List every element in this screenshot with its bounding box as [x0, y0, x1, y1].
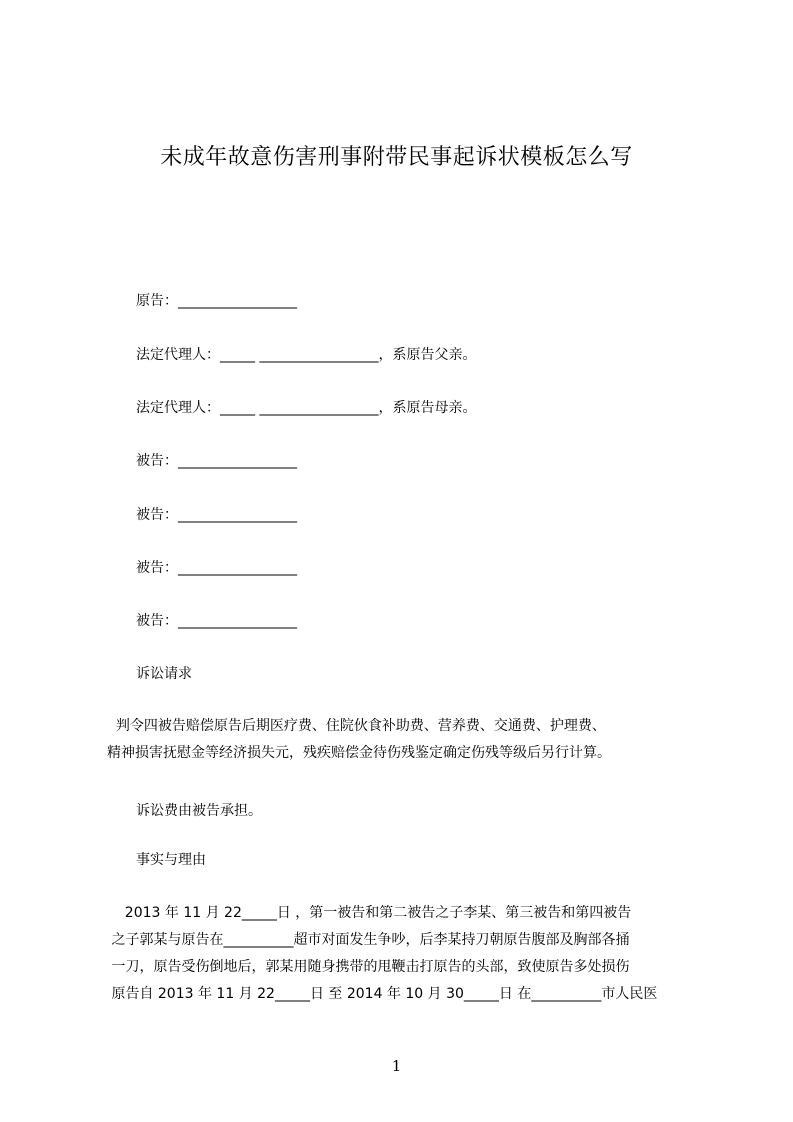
document-title: 未成年故意伤害刑事附带民事起诉状模板怎么写 [160, 145, 633, 170]
costs-line: 诉讼费由被告承担。 [136, 803, 262, 819]
claims-heading: 诉讼请求 [136, 666, 192, 682]
facts-heading: 事实与理由 [136, 852, 206, 868]
claims-text-line-1: 判令四被告赔偿原告后期医疗费、住院伙食补助费、营养费、交通费、护理费、 [107, 718, 606, 734]
defendant-line-2: 被告：_________________ [136, 507, 297, 523]
facts-line-1: 2013 年 11 月 22_____日 ，第一被告和第二被告之子李某、第三被告和第四被告 [107, 905, 632, 921]
defendant-line-3: 被告：_________________ [136, 560, 297, 576]
page-number: 1 [391, 1057, 402, 1075]
defendant-line-4: 被告：_________________ [136, 613, 297, 629]
defendant-line-1: 被告：_________________ [136, 453, 297, 469]
legal-rep-father-line: 法定代理人：_____ _________________，系原告父亲。 [136, 347, 477, 363]
claims-paragraph [107, 713, 707, 767]
facts-paragraph [107, 900, 707, 1008]
facts-line-4: 原告自 2013 年 11 月 22_____日 至 2014 年 10 月 30_____日 在__________市人民医 [107, 986, 658, 1002]
legal-rep-mother-line: 法定代理人：_____ _________________，系原告母亲。 [136, 400, 477, 416]
plaintiff-line: 原告：_________________ [136, 293, 297, 309]
facts-line-3: 一刀，原告受伤倒地后，郭某用随身携带的甩鞭击打原告的头部，致使原告多处损伤 [107, 959, 630, 975]
claims-text-line-2: 精神损害抚慰金等经济损失元，残疾赔偿金待伤残鉴定确定伤残等级后另行计算。 [107, 745, 611, 761]
facts-line-2: 之子郭某与原告在__________超市对面发生争吵，后李某持刀朝原告腹部及胸部各捅 [107, 932, 630, 948]
